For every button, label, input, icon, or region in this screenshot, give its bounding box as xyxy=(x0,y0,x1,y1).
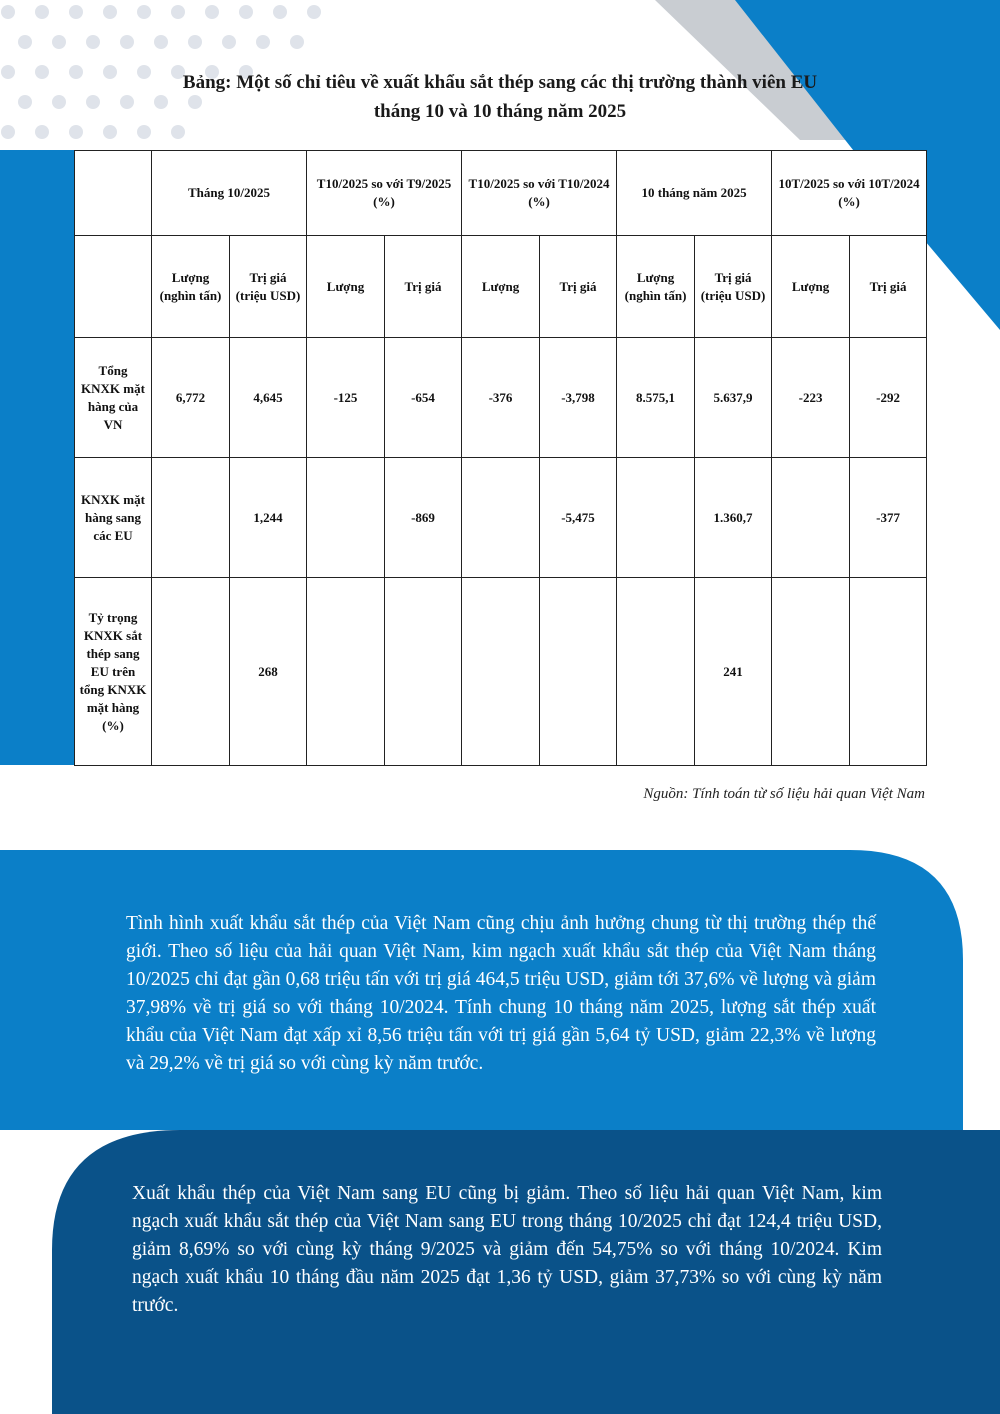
left-blue-band xyxy=(0,150,74,765)
decorative-dot xyxy=(171,125,185,139)
sub-header: Trị giá xyxy=(540,236,617,338)
table-cell xyxy=(462,458,540,578)
decorative-dot xyxy=(35,5,49,19)
table-cell: -5,475 xyxy=(540,458,617,578)
table-cell xyxy=(462,578,540,766)
decorative-dot xyxy=(120,35,134,49)
table-cell xyxy=(152,578,230,766)
table-row xyxy=(75,578,927,766)
sub-header: Trị giá xyxy=(385,236,462,338)
sub-header: Lượng xyxy=(462,236,540,338)
table-cell xyxy=(850,578,927,766)
table-cell xyxy=(617,458,695,578)
group-header: T10/2025 so với T9/2025 (%) xyxy=(307,151,462,236)
decorative-dot xyxy=(137,5,151,19)
group-header: 10T/2025 so với 10T/2024 (%) xyxy=(772,151,927,236)
table-cell xyxy=(307,458,385,578)
table-title xyxy=(0,68,1000,126)
decorative-dot xyxy=(256,35,270,49)
table-cell: 1,244 xyxy=(230,458,307,578)
group-header: Tháng 10/2025 xyxy=(152,151,307,236)
row-label: Tỷ trọng KNXK sắt thép sang EU trên tổng KNXK mặt hàng (%) xyxy=(75,578,152,766)
decorative-dot xyxy=(290,35,304,49)
decorative-dot xyxy=(103,5,117,19)
paragraph-steel-exports: Tình hình xuất khẩu sắt thép của Việt Nam cũng chịu ảnh hưởng chung từ thị trường thép thế giới. Theo số liệu của hải quan Việt Nam, kim ngạch xuất khẩu sắt thép của Việt Nam tháng 10/2025 chỉ đạt gần 0,68 triệu tấn với trị giá 464,5 triệu USD, giảm tới 37,6% về lượng và giảm 37,98% về trị giá so với tháng 10/2024. Tính chung 10 tháng năm 2025, lượng sắt thép xuất khẩu của Việt Nam đạt xấp xỉ 8,56 triệu tấn với trị giá gần 5,64 tỷ USD, giảm 22,3% về lượng và 29,2% về trị giá so với cùng kỳ năm trước. xyxy=(126,913,876,1074)
decorative-dot xyxy=(52,35,66,49)
decorative-dot xyxy=(307,5,321,19)
table-cell xyxy=(772,458,850,578)
table-cell: -376 xyxy=(462,338,540,458)
table-cell xyxy=(385,578,462,766)
decorative-dot xyxy=(86,35,100,49)
sub-header: Lượng (nghìn tấn) xyxy=(617,236,695,338)
decorative-dot xyxy=(69,5,83,19)
table-row xyxy=(75,338,927,458)
table-cell: 1.360,7 xyxy=(695,458,772,578)
sub-header: Lượng xyxy=(307,236,385,338)
decorative-dot xyxy=(154,35,168,49)
decorative-dot xyxy=(239,5,253,19)
header-row-sub xyxy=(75,236,927,338)
table-cell: -223 xyxy=(772,338,850,458)
decorative-dot xyxy=(35,125,49,139)
table-cell xyxy=(307,578,385,766)
table-cell xyxy=(772,578,850,766)
table-cell xyxy=(540,578,617,766)
corner-cell xyxy=(75,151,152,236)
header-row-groups xyxy=(75,151,927,236)
table-cell: -292 xyxy=(850,338,927,458)
corner-cell xyxy=(75,236,152,338)
sub-header: Lượng (nghìn tấn) xyxy=(152,236,230,338)
row-label: Tổng KNXK mặt hàng của VN xyxy=(75,338,152,458)
table-cell: -3,798 xyxy=(540,338,617,458)
group-header: T10/2025 so với T10/2024 (%) xyxy=(462,151,617,236)
table-cell: 5.637,9 xyxy=(695,338,772,458)
title-line-1: Bảng: Một số chỉ tiêu về xuất khẩu sắt thép sang các thị trường thành viên EU xyxy=(182,72,818,93)
table-cell: 241 xyxy=(695,578,772,766)
decorative-dot xyxy=(1,125,15,139)
table-cell: 6,772 xyxy=(152,338,230,458)
decorative-dot xyxy=(137,125,151,139)
decorative-dot xyxy=(1,5,15,19)
export-table xyxy=(74,150,927,766)
decorative-dot xyxy=(18,35,32,49)
sub-header: Trị giá (triệu USD) xyxy=(230,236,307,338)
source-note: Nguồn: Tính toán từ số liệu hải quan Việt Nam xyxy=(643,786,925,802)
table-cell: -869 xyxy=(385,458,462,578)
table-cell: 8.575,1 xyxy=(617,338,695,458)
table-cell: -654 xyxy=(385,338,462,458)
table-cell: -125 xyxy=(307,338,385,458)
table-cell: -377 xyxy=(850,458,927,578)
sub-header: Trị giá (triệu USD) xyxy=(695,236,772,338)
decorative-dot xyxy=(171,5,185,19)
decorative-dot xyxy=(69,125,83,139)
table-cell: 268 xyxy=(230,578,307,766)
sub-header: Trị giá xyxy=(850,236,927,338)
title-line-2: tháng 10 và 10 tháng năm 2025 xyxy=(373,101,627,122)
decorative-dot xyxy=(188,35,202,49)
decorative-dot xyxy=(205,5,219,19)
table-cell xyxy=(617,578,695,766)
table-cell xyxy=(152,458,230,578)
paragraph-eu-exports: Xuất khẩu thép của Việt Nam sang EU cũng bị giảm. Theo số liệu hải quan Việt Nam, kim ngạch xuất khẩu sắt thép của Việt Nam sang EU trong tháng 10/2025 chỉ đạt 124,4 triệu USD, giảm 8,69% so với cùng kỳ tháng 9/2025 và giảm đến 54,75% so với tháng 10/2024. Kim ngạch xuất khẩu 10 tháng đầu năm 2025 đạt 1,36 tỷ USD, giảm 37,73% so với cùng kỳ năm trước. xyxy=(132,1183,882,1316)
decorative-dot xyxy=(222,35,236,49)
table-row xyxy=(75,458,927,578)
group-header: 10 tháng năm 2025 xyxy=(617,151,772,236)
sub-header: Lượng xyxy=(772,236,850,338)
decorative-dot xyxy=(103,125,117,139)
table-cell: 4,645 xyxy=(230,338,307,458)
row-label: KNXK mặt hàng sang các EU xyxy=(75,458,152,578)
decorative-dot xyxy=(273,5,287,19)
